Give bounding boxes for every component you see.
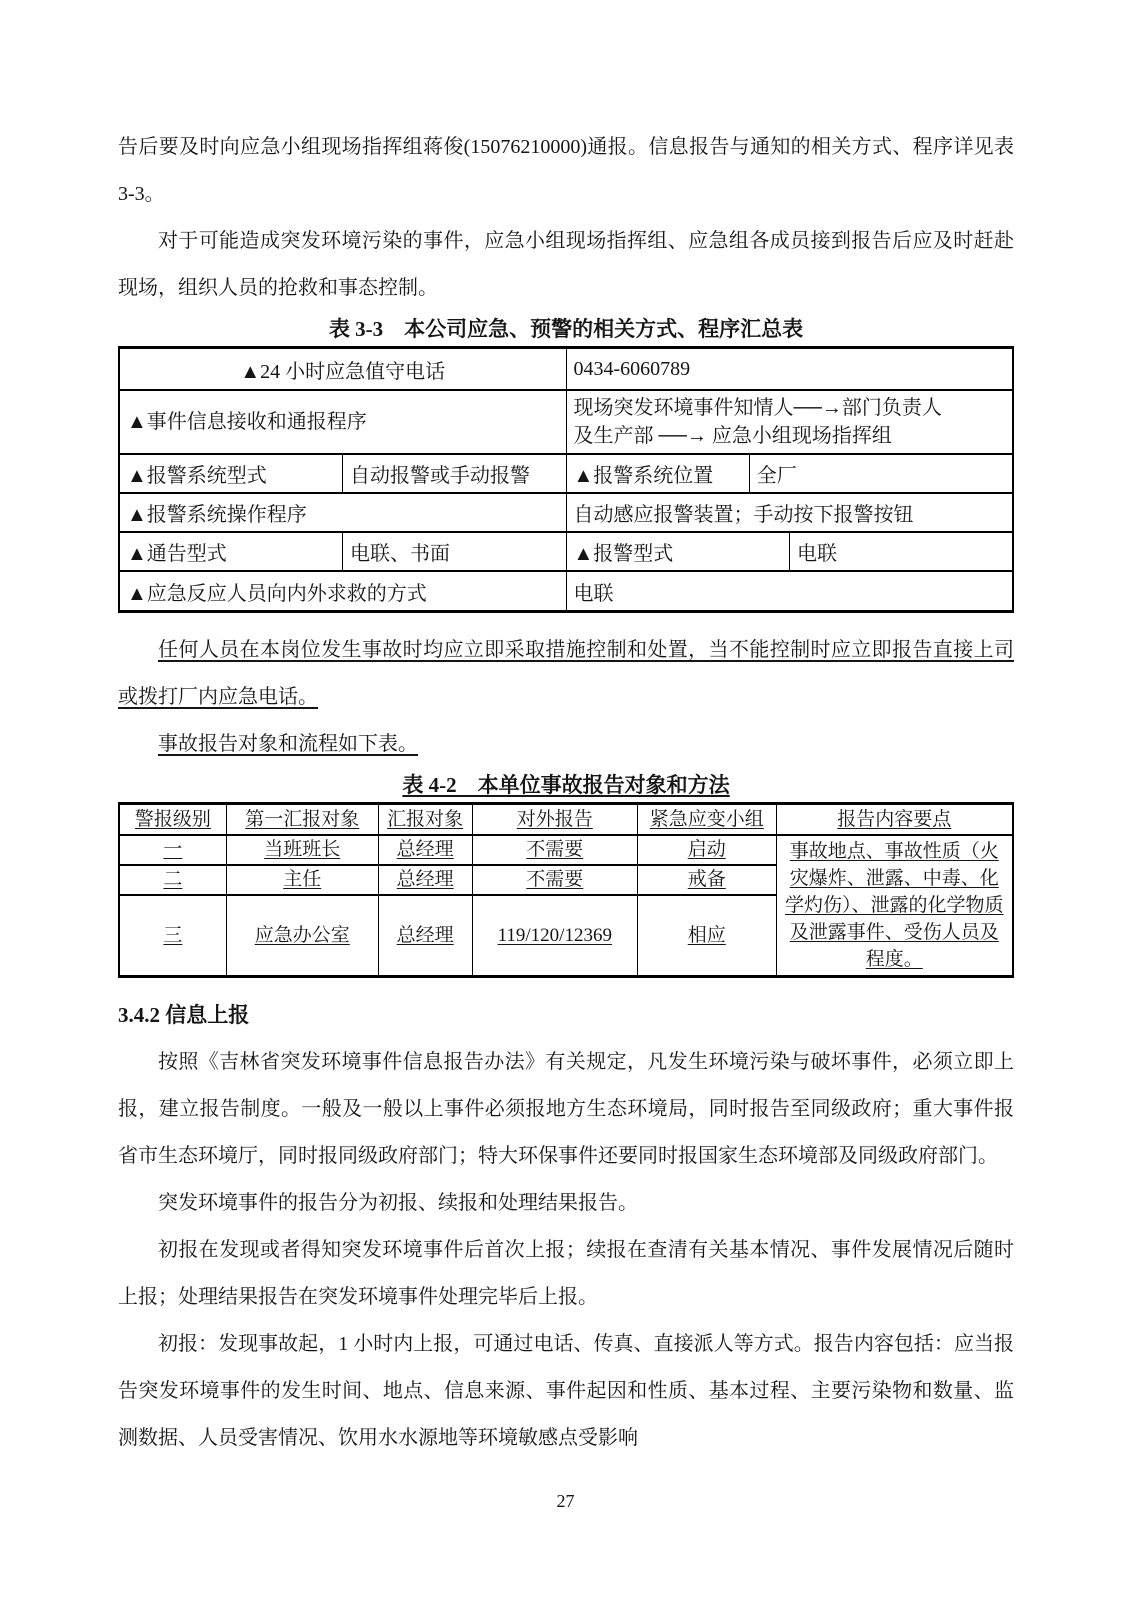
table-row-rescue: [119, 571, 1013, 612]
cell-alarm-operation-value: 自动感应报警装置；手动按下报警按钮: [566, 493, 1013, 532]
table-row-hotline: [119, 348, 1013, 391]
paragraph-section-3: 初报在发现或者得知突发环境事件后首次上报；续报在查清有关基本情况、事件发展情况后随时上报；处理结果报告在突发环境事件处理完毕后上报。: [118, 1239, 1014, 1308]
table-row-procedure: [119, 390, 1013, 454]
table-header-row: [119, 804, 1013, 836]
header-report-to: 汇报对象: [378, 804, 472, 836]
header-emergency-team: 紧急应变小组: [637, 804, 776, 836]
table-row-notice-type: [119, 532, 1013, 571]
paragraph-intro-2: 对于可能造成突发环境污染的事件，应急小组现场指挥组、应急组各成员接到报告后应及时赶赴现场，组织人员的抢救和事态控制。: [118, 230, 1014, 299]
table-3-3-caption: 表 3-3 本公司应急、预警的相关方式、程序汇总表: [328, 317, 804, 341]
table-row-level-1: [119, 835, 1013, 865]
cell-rescue-value: 电联: [566, 571, 1013, 612]
cell-notice-type-value: 电联、书面: [343, 532, 567, 571]
table-4-2: [118, 802, 1014, 978]
header-report-content: 报告内容要点: [776, 804, 1013, 836]
cell-procedure-label: ▲事件信息接收和通报程序: [119, 390, 566, 454]
cell-hotline-value: 0434-6060789: [566, 348, 1013, 391]
page-number: 27: [556, 1491, 575, 1511]
cell-first-report: 主任: [226, 865, 378, 895]
cell-team: 启动: [637, 835, 776, 865]
paragraph-notice-1: 任何人员在本岗位发生事故时均应立即采取措施控制和处置，当不能控制时应立即报告直接上司或拨打厂内应急电话。: [118, 639, 1014, 708]
cell-team: 相应: [637, 895, 776, 976]
cell-procedure-value: [566, 390, 1013, 454]
cell-team: 戒备: [637, 865, 776, 895]
cell-external: 不需要: [472, 865, 637, 895]
header-alert-level: 警报级别: [119, 804, 226, 836]
cell-alert-type-value: 电联: [789, 532, 1013, 571]
header-external-report: 对外报告: [472, 804, 637, 836]
cell-level: 二: [119, 865, 226, 895]
cell-notice-type-label: ▲通告型式: [119, 532, 343, 571]
cell-alert-type-label: ▲报警型式: [566, 532, 789, 571]
cell-report-to: 总经理: [378, 895, 472, 976]
cell-rescue-label: ▲应急反应人员向内外求救的方式: [119, 571, 566, 612]
paragraph-section-4: 初报：发现事故起，1 小时内上报，可通过电话、传真、直接派人等方式。报告内容包括：应当报告突发环境事件的发生时间、地点、信息来源、事件起因和性质、基本过程、主要污染物和数量、监测数据、人员受害情况、饮用水水源地等环境敏感点受影响: [118, 1333, 1014, 1449]
procedure-flow-line2: 及生产部 ──→ 应急小组现场指挥组: [573, 425, 892, 447]
cell-level: 三: [119, 895, 226, 976]
section-heading: 3.4.2 信息上报: [118, 1003, 250, 1027]
table-row-alarm-system: [119, 454, 1013, 493]
cell-alarm-type-label: ▲报警系统型式: [119, 454, 343, 493]
cell-hotline-label: ▲24 小时应急值守电话: [119, 348, 566, 391]
cell-first-report: 当班班长: [226, 835, 378, 865]
cell-alarm-location-value: 全厂: [749, 454, 1013, 493]
paragraph-notice-2: 事故报告对象和流程如下表。: [158, 733, 418, 755]
paragraph-intro-continued: 告后要及时向应急小组现场指挥组蒋俊(15076210000)通报。信息报告与通知的相关方式、程序详见表 3-3。: [118, 136, 1014, 205]
table-row-alarm-operation: [119, 493, 1013, 532]
paragraph-section-1: 按照《吉林省突发环境事件信息报告办法》有关规定，凡发生环境污染与破坏事件，必须立即上报，建立报告制度。一般及一般以上事件必须报地方生态环境局，同时报告至同级政府；重大事件报省市生态环境厅，同时报同级政府部门；特大环保事件还要同时报国家生态环境部及同级政府部门。: [118, 1051, 1014, 1167]
cell-report-content: 事故地点、事故性质（火灾爆炸、泄露、中毒、化学灼伤）、泄露的化学物质及泄露事件、受伤人员及程度。: [776, 835, 1013, 977]
cell-first-report: 应急办公室: [226, 895, 378, 976]
paragraph-section-2: 突发环境事件的报告分为初报、续报和处理结果报告。: [158, 1192, 638, 1214]
cell-report-to: 总经理: [378, 865, 472, 895]
cell-alarm-operation-label: ▲报警系统操作程序: [119, 493, 566, 532]
cell-alarm-location-label: ▲报警系统位置: [566, 454, 749, 493]
cell-external: 119/120/12369: [472, 895, 637, 976]
cell-report-to: 总经理: [378, 835, 472, 865]
header-first-report: 第一汇报对象: [226, 804, 378, 836]
procedure-flow-line1: 现场突发环境事件知情人──→部门负责人: [573, 397, 942, 419]
table-3-3: [118, 346, 1014, 613]
cell-alarm-type-value: 自动报警或手动报警: [343, 454, 567, 493]
cell-level: 一: [119, 835, 226, 865]
table-4-2-caption: 表 4-2 本单位事故报告对象和方法: [402, 773, 730, 797]
cell-external: 不需要: [472, 835, 637, 865]
